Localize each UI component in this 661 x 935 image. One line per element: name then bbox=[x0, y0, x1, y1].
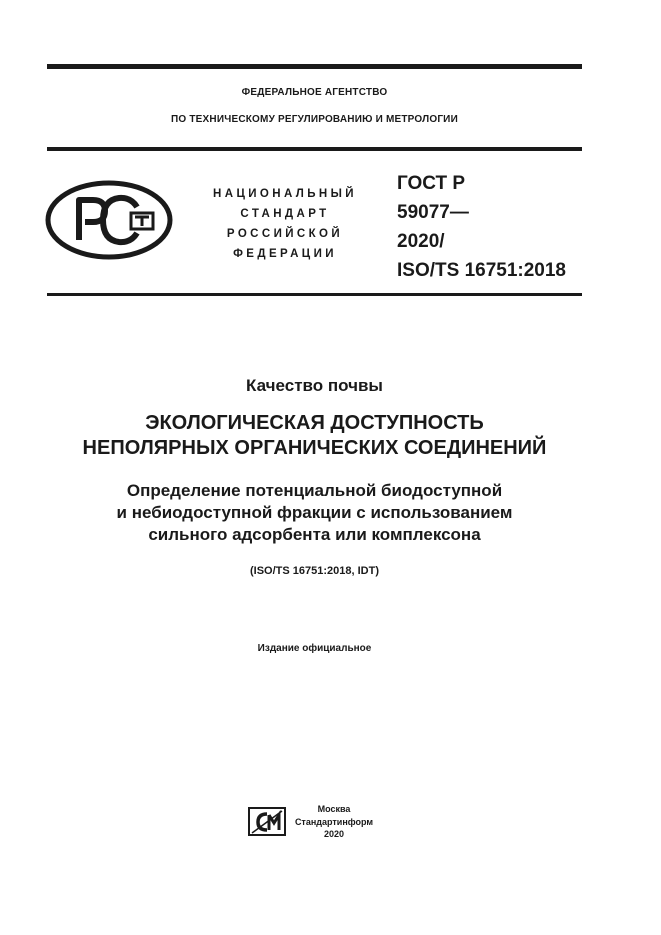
standard-type-block bbox=[195, 184, 375, 264]
publisher-block bbox=[292, 803, 376, 841]
main-title-line-1: ЭКОЛОГИЧЕСКАЯ ДОСТУПНОСТЬ bbox=[145, 412, 484, 434]
designation-line-2: 59077— bbox=[397, 202, 469, 223]
document-subtitle bbox=[47, 480, 582, 546]
publication-year: 2020 bbox=[323, 829, 345, 839]
edition-note: Издание официальное bbox=[257, 643, 372, 654]
lower-rule bbox=[47, 293, 582, 296]
designation-line-4: ISO/TS 16751:2018 bbox=[397, 260, 566, 281]
middle-rule bbox=[47, 147, 582, 151]
publisher-name: Стандартинформ bbox=[294, 816, 374, 827]
top-rule bbox=[47, 64, 582, 69]
designation-line-1: ГОСТ Р bbox=[397, 173, 466, 194]
agency-line-2: ПО ТЕХНИЧЕСКОМУ РЕГУЛИРОВАНИЮ И МЕТРОЛОГИИ bbox=[171, 114, 458, 125]
standard-type-line-2: СТАНДАРТ bbox=[240, 208, 330, 220]
standard-type-line-1: НАЦИОНАЛЬНЫЙ bbox=[213, 188, 357, 200]
iso-equivalence: (ISO/TS 16751:2018, IDT) bbox=[250, 565, 379, 577]
standard-type-line-4: ФЕДЕРАЦИИ bbox=[233, 248, 337, 260]
document-subject: Качество почвы bbox=[246, 376, 383, 395]
document-main-title bbox=[47, 411, 582, 461]
subtitle-line-3: сильного адсорбента или комплексона bbox=[148, 525, 481, 544]
gost-r-emblem-icon bbox=[45, 180, 173, 260]
main-title-line-2: НЕПОЛЯРНЫХ ОРГАНИЧЕСКИХ СОЕДИНЕНИЙ bbox=[82, 437, 547, 459]
standard-type-line-3: РОССИЙСКОЙ bbox=[226, 228, 344, 240]
publisher-city: Москва bbox=[317, 804, 351, 814]
subtitle-line-1: Определение потенциальной биодоступной bbox=[126, 481, 503, 500]
agency-line-1: ФЕДЕРАЛЬНОЕ АГЕНТСТВО bbox=[241, 87, 388, 98]
designation-line-3: 2020/ bbox=[397, 231, 445, 252]
standartinform-logo-icon bbox=[248, 805, 286, 838]
subtitle-line-2: и небиодоступной фракции с использованием bbox=[116, 503, 513, 522]
standard-designation bbox=[397, 169, 566, 285]
